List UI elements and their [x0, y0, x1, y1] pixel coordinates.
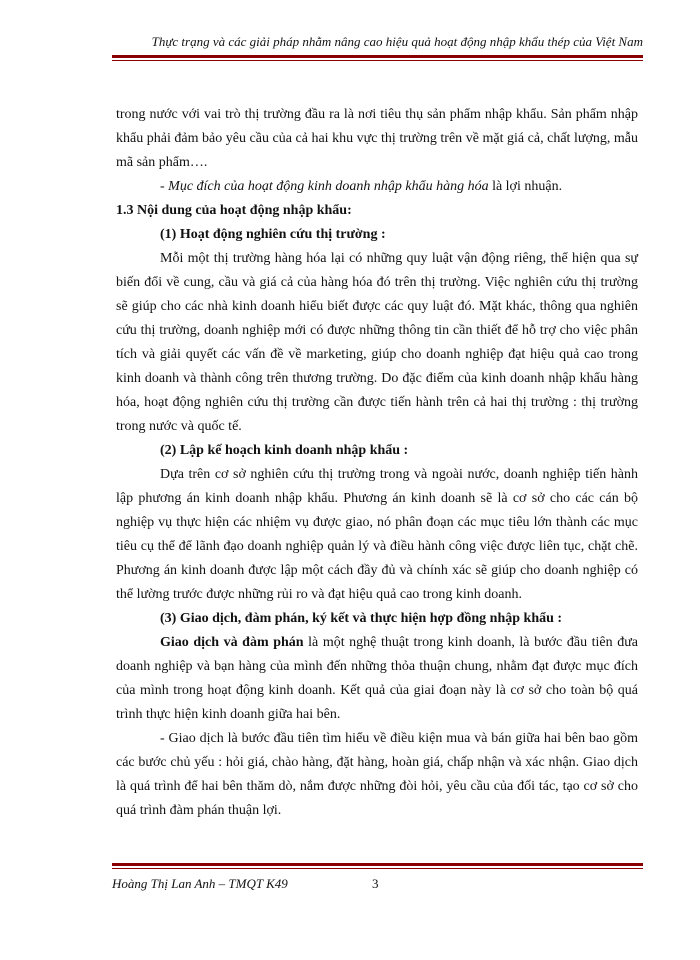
negotiation-bold-term: Giao dịch và đàm phán: [160, 635, 304, 650]
subheading-market-research: (1) Hoạt động nghiên cứu thị trường :: [160, 227, 386, 242]
purpose-rest-text: là lợi nhuận.: [488, 179, 563, 194]
page-header-title: Thực trạng và các giải pháp nhằm nâng cao hiệu quả hoạt động nhập khẩu thép của Việt Nam: [151, 34, 643, 49]
page-number: 3: [372, 876, 379, 891]
paragraph-transaction: - Giao dịch là bước đầu tiên tìm hiểu về điều kiện mua và bán giữa hai bên bao gồm các bước chủ yếu : hỏi giá, chào hàng, đặt hàng, hoàn giá, chấp nhận và xác nhận. Giao dịch là quá trình để hai bên thăm dò, nắm được những đòi hỏi, yêu cầu của đối tác, tạo cơ sở cho quá trình đàm phán thuận lợi.: [116, 731, 638, 818]
subheading-business-plan: (2) Lập kế hoạch kinh doanh nhập khẩu :: [160, 443, 409, 458]
subheading-negotiation: (3) Giao dịch, đàm phán, ký kết và thực hiện hợp đồng nhập khẩu :: [160, 611, 563, 626]
negotiation-rest-text: là một nghệ thuật trong kinh doanh, là bước đầu tiên đưa doanh nghiệp và bạn hàng của mình đến những thỏa thuận chung, nhằm đạt được mục đích của mình trong hoạt động kinh doanh. Kết quả của giai đoạn này là cơ sở cho toàn bộ quá trình thực hiện kinh doanh giữa hai bên.: [116, 635, 639, 722]
paragraph-continuation: trong nước với vai trò thị trường đầu ra là nơi tiêu thụ sản phẩm nhập khẩu. Sản phẩm nhập khẩu phải đảm bảo yêu cầu của cả hai khu vực thị trường trên về mặt giá cả, chất lượng, mẫu mã sản phẩm….: [116, 107, 638, 170]
paragraph-business-plan: Dựa trên cơ sở nghiên cứu thị trường trong và ngoài nước, doanh nghiệp tiến hành lập phương án kinh doanh nhập khẩu. Phương án kinh doanh sẽ là cơ sở cho các cán bộ nghiệp vụ thực hiện các nhiệm vụ được giao, nó phân đoạn các mục tiêu lớn thành các mục tiêu cụ thể để lãnh đạo doanh nghiệp quản lý và điều hành công việc được liên tục, chặt chẽ. Phương án kinh doanh được lập một cách đầy đủ và chính xác sẽ giúp cho doanh nghiệp có thể lường trước được những rủi ro và đạt hiệu quả cao trong kinh doanh.: [116, 467, 638, 602]
footer-author: Hoàng Thị Lan Anh – TMQT K49: [112, 876, 288, 891]
paragraph-purpose: [116, 175, 638, 199]
document-body: [116, 103, 638, 823]
paragraph-negotiation: [116, 631, 638, 727]
section-heading: 1.3 Nội dung của hoạt động nhập khẩu:: [116, 203, 352, 218]
paragraph-market-research: Mỗi một thị trường hàng hóa lại có những quy luật vận động riêng, thể hiện qua sự biến đổi về cung, cầu và giá cả của hàng hóa đó trên thị trường. Việc nghiên cứu thị trường sẽ giúp cho các nhà kinh doanh hiểu biết được các quy luật đó. Mặt khác, thông qua nghiên cứu thị trường, doanh nghiệp mới có được những thông tin cần thiết để hỗ trợ cho việc phân tích và giải quyết các vấn đề về marketing, giúp cho doanh nghiệp đạt hiệu quả cao trong kinh doanh và thành công trên thương trường. Do đặc điểm của kinh doanh nhập khẩu hàng hóa, hoạt động nghiên cứu thị trường cần được tiến hành trên cả hai thị trường : thị trường trong nước và quốc tế.: [116, 251, 638, 434]
purpose-italic-text: - Mục đích của hoạt động kinh doanh nhập khẩu hàng hóa: [160, 179, 489, 194]
